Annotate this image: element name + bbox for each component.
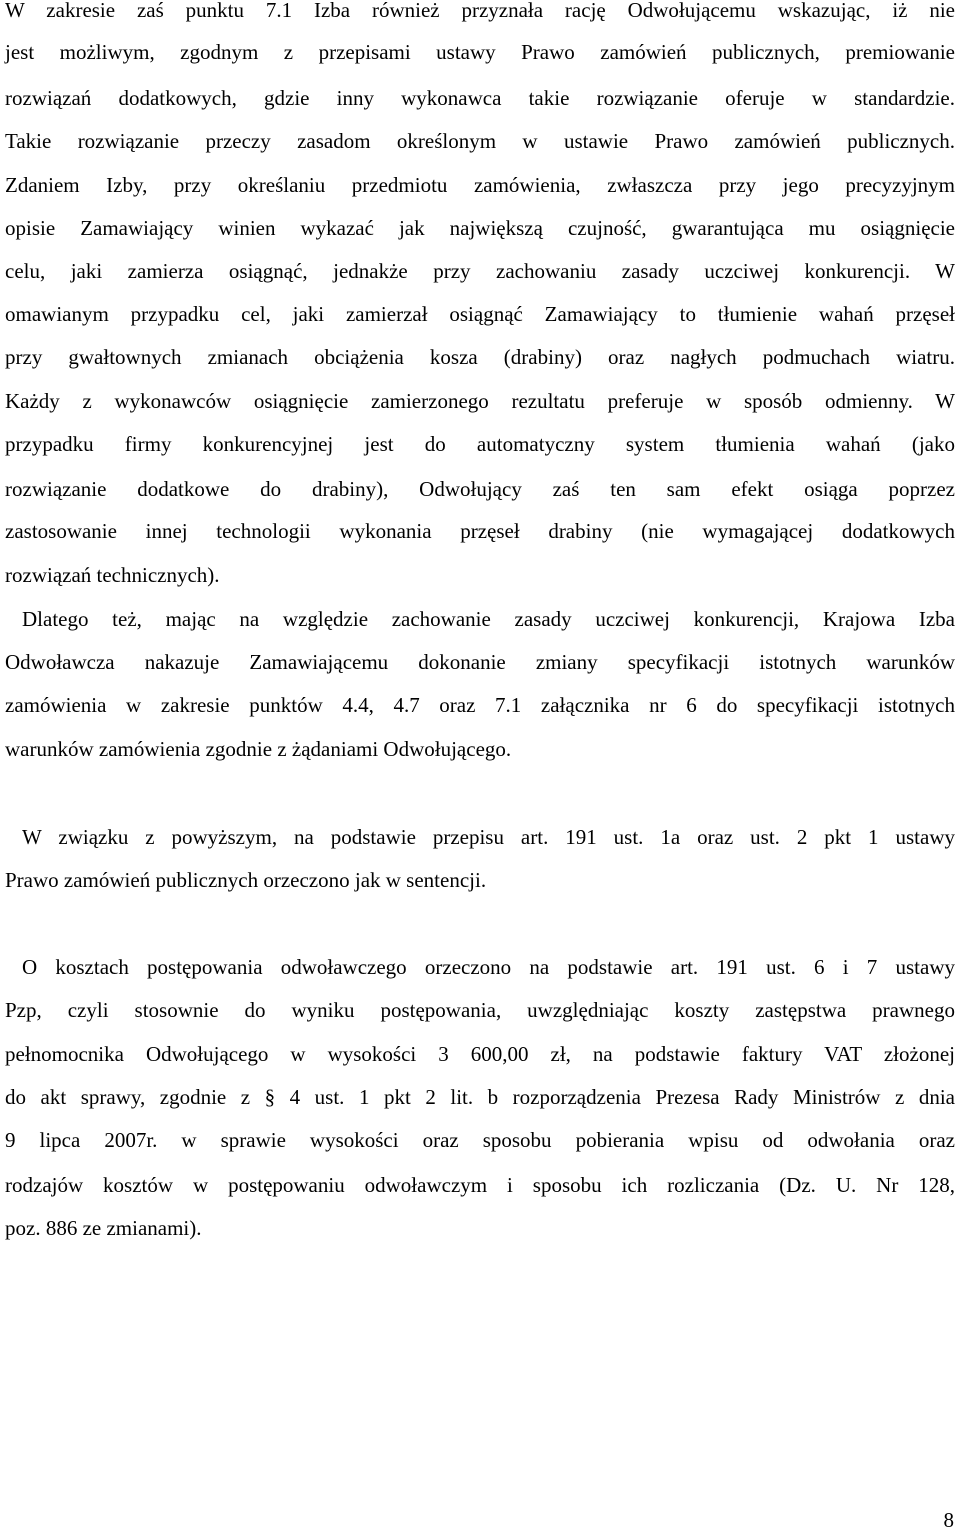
text-line: omawianym przypadku cel, jaki zamierzał osiągnąć Zamawiający to tłumienie wahań przęseł	[5, 302, 955, 326]
text-line: Zdaniem Izby, przy określaniu przedmiotu zamówienia, zwłaszcza przy jego precyzyjnym	[5, 173, 955, 197]
text-line: rozwiązanie dodatkowe do drabiny), Odwołujący zaś ten sam efekt osiąga poprzez	[5, 477, 955, 501]
text-line: W zakresie zaś punktu 7.1 Izba również przyznała rację Odwołującemu wskazując, iż nie	[5, 0, 955, 22]
text-line: przy gwałtownych zmianach obciążenia kosza (drabiny) oraz nagłych podmuchach wiatru.	[5, 345, 955, 369]
text-line: Każdy z wykonawców osiągnięcie zamierzonego rezultatu preferuje w sposób odmienny. W	[5, 389, 955, 413]
text-line: zamówienia w zakresie punktów 4.4, 4.7 oraz 7.1 załącznika nr 6 do specyfikacji istotnych	[5, 693, 955, 717]
page-number: 8	[943, 1508, 954, 1532]
text-line: rozwiązań technicznych).	[5, 563, 220, 587]
text-line: przypadku firmy konkurencyjnej jest do automatyczny system tłumienia wahań (jako	[5, 432, 955, 456]
text-line: Prawo zamówień publicznych orzeczono jak w sentencji.	[5, 868, 487, 892]
text-line: pełnomocnika Odwołującego w wysokości 3 600,00 zł, na podstawie faktury VAT złożonej	[5, 1042, 955, 1066]
text-line: zastosowanie innej technologii wykonania przęseł drabiny (nie wymagającej dodatkowych	[5, 519, 955, 543]
text-line: opisie Zamawiający winien wykazać jak największą czujność, gwarantująca mu osiągnięcie	[5, 216, 955, 240]
paragraph-first-line: W związku z powyższym, na podstawie przepisu art. 191 ust. 1a oraz ust. 2 pkt 1 ustawy	[22, 825, 955, 849]
text-line: rodzajów kosztów w postępowaniu odwoławczym i sposobu ich rozliczania (Dz. U. Nr 128,	[5, 1173, 955, 1197]
text-line: Takie rozwiązanie przeczy zasadom określonym w ustawie Prawo zamówień publicznych.	[5, 129, 955, 153]
paragraph-first-line: Dlatego też, mając na względzie zachowanie zasady uczciwej konkurencji, Krajowa Izba	[22, 607, 955, 631]
text-line: do akt sprawy, zgodnie z § 4 ust. 1 pkt 2 lit. b rozporządzenia Prezesa Rady Ministrów z dnia	[5, 1085, 955, 1109]
text-line: poz. 886 ze zmianami).	[5, 1216, 202, 1240]
text-line: celu, jaki zamierza osiągnąć, jednakże przy zachowaniu zasady uczciwej konkurencji. W	[5, 259, 955, 283]
text-line: 9 lipca 2007r. w sprawie wysokości oraz sposobu pobierania wpisu od odwołania oraz	[5, 1128, 955, 1152]
text-line: Pzp, czyli stosownie do wyniku postępowania, uwzględniając koszty zastępstwa prawnego	[5, 998, 955, 1022]
text-line: Odwoławcza nakazuje Zamawiającemu dokonanie zmiany specyfikacji istotnych warunków	[5, 650, 955, 674]
text-line: jest możliwym, zgodnym z przepisami ustawy Prawo zamówień publicznych, premiowanie	[5, 40, 955, 64]
paragraph-first-line: O kosztach postępowania odwoławczego orzeczono na podstawie art. 191 ust. 6 i 7 ustawy	[22, 955, 955, 979]
text-line: rozwiązań dodatkowych, gdzie inny wykonawca takie rozwiązanie oferuje w standardzie.	[5, 86, 955, 110]
text-line: warunków zamówienia zgodnie z żądaniami Odwołującego.	[5, 737, 512, 761]
